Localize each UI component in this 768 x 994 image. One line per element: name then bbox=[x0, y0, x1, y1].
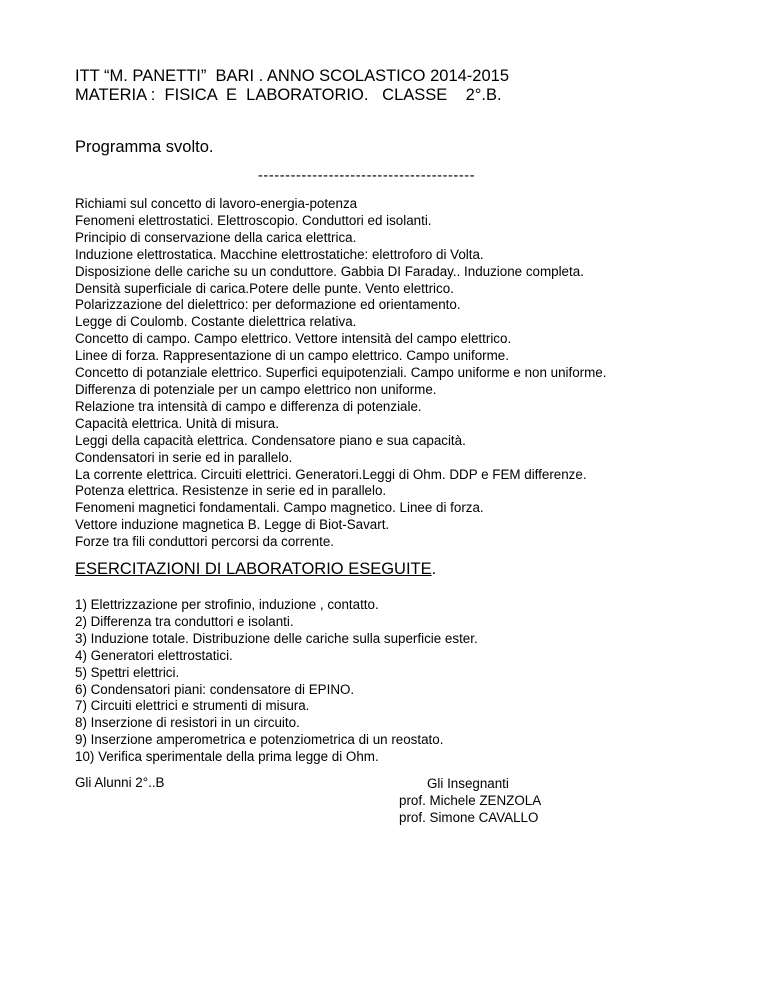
teachers-title: Gli Insegnanti bbox=[427, 776, 509, 791]
lab-item: 6) Condensatori piani: condensatore di EPINO. bbox=[75, 681, 355, 697]
teacher-name: prof. Simone CAVALLO bbox=[399, 810, 539, 825]
topic-item: Relazione tra intensità di campo e differenza di potenziale. bbox=[75, 398, 422, 414]
topic-item: Leggi della capacità elettrica. Condensatore piano e sua capacità. bbox=[75, 432, 466, 448]
topic-item: Fenomeni elettrostatici. Elettroscopio. Conduttori ed isolanti. bbox=[75, 212, 432, 228]
topic-item: Linee di forza. Rappresentazione di un campo elettrico. Campo uniforme. bbox=[75, 348, 509, 364]
lab-item: 7) Circuiti elettrici e strumenti di misura. bbox=[75, 698, 310, 714]
teachers-signature-block bbox=[399, 775, 541, 826]
teacher-name: prof. Michele ZENZOLA bbox=[399, 793, 542, 808]
lab-section-heading-text: ESERCITAZIONI DI LABORATORIO ESEGUITE bbox=[75, 560, 432, 578]
lab-section-heading bbox=[75, 560, 436, 579]
topic-item: Concetto di potanziale elettrico. Superfici equipotenziali. Campo uniforme e non uniforme. bbox=[75, 365, 607, 381]
topic-item: Differenza di potenziale per un campo elettrico non uniforme. bbox=[75, 381, 437, 397]
separator-line: ---------------------------------------- bbox=[258, 168, 476, 184]
topic-item: Fenomeni magnetici fondamentali. Campo magnetico. Linee di forza. bbox=[75, 500, 484, 516]
topic-item: Densità superficiale di carica.Potere delle punte. Vento elettrico. bbox=[75, 280, 454, 296]
topic-item: Richiami sul concetto di lavoro-energia-potenza bbox=[75, 196, 358, 211]
lab-item: 1) Elettrizzazione per strofinio, induzione , contatto. bbox=[75, 597, 379, 612]
topic-item: La corrente elettrica. Circuiti elettrici. Generatori.Leggi di Ohm. DDP e FEM differenze. bbox=[75, 466, 587, 482]
lab-item: 2) Differenza tra conduttori e isolanti. bbox=[75, 613, 294, 629]
topic-item: Forze tra fili conduttori percorsi da corrente. bbox=[75, 534, 334, 550]
lab-item: 3) Induzione totale. Distribuzione delle cariche sulla superficie ester. bbox=[75, 630, 478, 646]
topic-item: Condensatori in serie ed in parallelo. bbox=[75, 449, 293, 465]
topic-item: Legge di Coulomb. Costante dielettrica relativa. bbox=[75, 314, 357, 330]
lab-item: 9) Inserzione amperometrica e potenziometrica di un reostato. bbox=[75, 732, 444, 748]
lab-section-heading-period: . bbox=[431, 560, 437, 578]
topic-item: Concetto di campo. Campo elettrico. Vettore intensità del campo elettrico. bbox=[75, 331, 512, 347]
lab-item: 4) Generatori elettrostatici. bbox=[75, 647, 233, 663]
topic-item: Polarizzazione del dielettrico: per deformazione ed orientamento. bbox=[75, 297, 461, 313]
topic-item: Induzione elettrostatica. Macchine elettrostatiche: elettroforo di Volta. bbox=[75, 246, 484, 262]
lab-item: 8) Inserzione di resistori in un circuito. bbox=[75, 715, 300, 731]
lab-item: 5) Spettri elettrici. bbox=[75, 664, 180, 680]
students-signature: Gli Alunni 2°..B bbox=[75, 775, 165, 790]
topic-item: Disposizione delle cariche su un conduttore. Gabbia DI Faraday.. Induzione completa. bbox=[75, 263, 584, 279]
header-subject-line: MATERIA : FISICA E LABORATORIO. CLASSE 2°.B. bbox=[75, 86, 502, 104]
lab-item: 10) Verifica sperimentale della prima legge di Ohm. bbox=[75, 749, 379, 765]
lab-list bbox=[75, 597, 478, 766]
programma-heading: Programma svolto. bbox=[75, 138, 214, 156]
topic-item: Principio di conservazione della carica elettrica. bbox=[75, 229, 357, 245]
topics-list bbox=[75, 196, 606, 551]
topic-item: Potenza elettrica. Resistenze in serie ed in parallelo. bbox=[75, 483, 387, 499]
topic-item: Capacità elettrica. Unità di misura. bbox=[75, 415, 279, 431]
topic-item: Vettore induzione magnetica B. Legge di Biot-Savart. bbox=[75, 517, 390, 533]
header-school-line: ITT “M. PANETTI” BARI . ANNO SCOLASTICO 2014-2015 bbox=[75, 67, 510, 85]
